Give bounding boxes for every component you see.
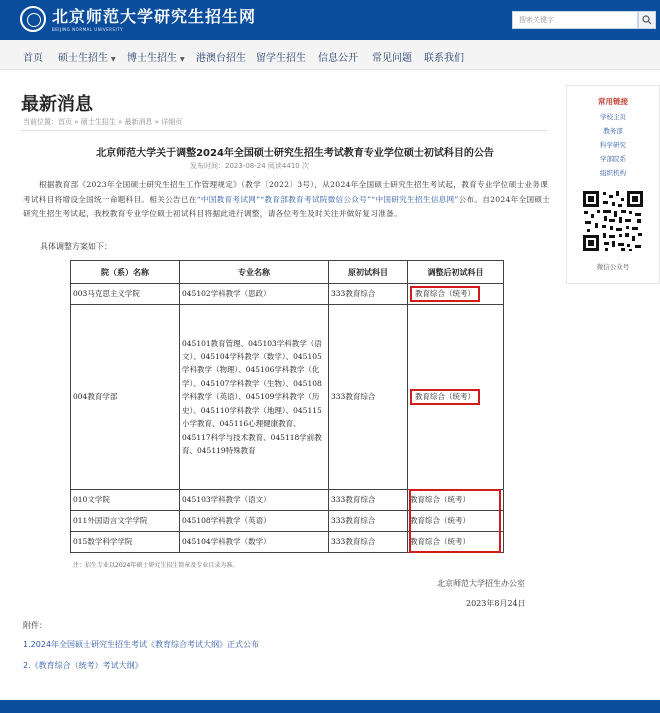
table-header-row [71,261,504,284]
orig-subject-cell: 333教育综合 [329,511,408,532]
search-input[interactable]: 搜索关键字 [512,11,638,29]
nav-item-faq[interactable]: 常见问题 [372,53,412,64]
article-title: 北京师范大学关于调整2024年全国硕士研究生招生考试教育专业学位硕士初试科目的公告 [96,148,494,159]
qr-label: 微信公众号 [596,263,630,271]
sidebar [566,85,660,284]
new-subject-cell: 教育综合（统考） [408,490,504,511]
highlight-box: 教育综合（统考） [410,286,480,302]
article-meta: 发布时间：2023-08-24 阅读4410 次 [190,162,309,170]
major-cell: 045101教育管理、045103学科教学（语文）、045104学科教学（数学）、045105学科教学（物理）、045106学科教学（化学）、045107学科教学（生物）、045108学科教学（英语）、045109学科教学（历史）、045110学科教学（地理）、045115小学教育、045116心理健康教育、045117科学与技术教育、045118学前教育、045119特殊教育 [180,305,329,490]
publish-date: 2023年8月24日 [466,599,526,608]
qr-code-icon [581,189,645,253]
table-row [71,490,504,511]
breadcrumb: 当前位置：首页 » 硕士生招生 » 最新消息 » 详细页 [23,118,183,126]
link-exam-wechat[interactable]: “教育部教育考试院微信公众号” [260,194,372,204]
highlight-box: 教育综合（统考） [410,389,480,405]
nav-item-masters[interactable]: 硕士生招生 ▼ [58,53,116,64]
search-icon [642,15,652,25]
table-row [71,511,504,532]
adjustment-table [70,260,504,553]
article-intro: 根据教育部《2023年全国硕士研究生招生工作管理规定》（教学〔2022〕3号），从2024年全国硕士研究生招生考试起，教育专业学位硕士业务课考试科目将增设全国统一命题科目。相关公告已在“中国教育考试网”“教育部教育考试院微信公众号”“中国研究生招生信息网”公布。自2024年全国硕士研究生招生考试起，我校教育专业学位硕士初试科目将据此进行调整，请各位考生及时关注并做好复习准备。 [23,180,551,218]
table-note: 注：招生专业以2024年硕士研究生招生简章及专业目录为准。 [73,562,239,569]
dept-cell: 011外国语言文学学院 [71,511,180,532]
chevron-down-icon: ▼ [180,56,185,63]
main-nav [0,40,660,70]
plan-label: 具体调整方案如下： [40,242,112,251]
column-header: 院（系）名称 [71,261,180,284]
sidebar-link-departments[interactable]: 学部院系 [600,155,626,163]
site-subtitle: BEIJING NORMAL UNIVERSITY [52,26,124,32]
table-row [71,305,504,490]
sidebar-heading: 常用链接 [598,97,628,106]
nav-item-hk-macau-taiwan[interactable]: 港澳台招生 [196,53,246,64]
column-header: 调整后初试科目 [408,261,504,284]
major-cell: 045108学科教学（英语） [180,511,329,532]
chevron-down-icon: ▼ [111,56,116,63]
divider [21,130,547,131]
table-row [71,284,504,305]
attachments-label: 附件： [23,621,47,630]
attachment-link-2[interactable]: 2.《教育综合（统考）考试大纲》 [23,661,143,670]
sidebar-link-academic-affairs[interactable]: 教务部 [603,127,623,135]
new-subject-cell [408,305,504,490]
attachment-link-1[interactable]: 1.2024年全国硕士研究生招生考试《教育综合考试大纲》正式公布 [23,640,259,649]
sidebar-link-school-home[interactable]: 学校主页 [600,113,626,121]
column-header: 原初试科目 [329,261,408,284]
new-subject-cell: 教育综合（统考） [408,532,504,553]
sidebar-link-research[interactable]: 科学研究 [600,141,626,149]
dept-cell: 015数学科学学院 [71,532,180,553]
site-title: 北京师范大学研究生招生网 [52,6,257,26]
major-cell: 045102学科教学（思政） [180,284,329,305]
nav-item-contact[interactable]: 联系我们 [424,53,464,64]
major-cell: 045104学科教学（数学） [180,532,329,553]
orig-subject-cell: 333教育综合 [329,490,408,511]
orig-subject-cell: 333教育综合 [329,284,408,305]
header-bar [0,0,660,40]
site-logo[interactable] [20,6,256,32]
sidebar-link-organizations[interactable]: 组织机构 [600,169,626,177]
dept-cell: 004教育学部 [71,305,180,490]
page-title: 最新消息 [21,94,93,115]
nav-item-home[interactable]: 首页 [23,53,43,64]
search-button[interactable] [638,11,656,29]
new-subject-cell [408,284,504,305]
orig-subject-cell: 333教育综合 [329,305,408,490]
nav-item-international[interactable]: 留学生招生 [256,53,306,64]
signer: 北京师范大学招生办公室 [437,579,525,588]
dept-cell: 003马克思主义学院 [71,284,180,305]
dept-cell: 010文学院 [71,490,180,511]
university-seal-icon [20,6,46,32]
column-header: 专业名称 [180,261,329,284]
nav-item-disclosure[interactable]: 信息公开 [318,53,358,64]
link-chsi[interactable]: “中国研究生招生信息网” [371,194,459,204]
table-row [71,532,504,553]
footer-bar [0,700,660,713]
major-cell: 045103学科教学（语文） [180,490,329,511]
nav-item-doctoral[interactable]: 博士生招生 ▼ [127,53,185,64]
orig-subject-cell: 333教育综合 [329,532,408,553]
link-china-exam-site[interactable]: “中国教育考试网” [196,194,261,204]
new-subject-cell: 教育综合（统考） [408,511,504,532]
